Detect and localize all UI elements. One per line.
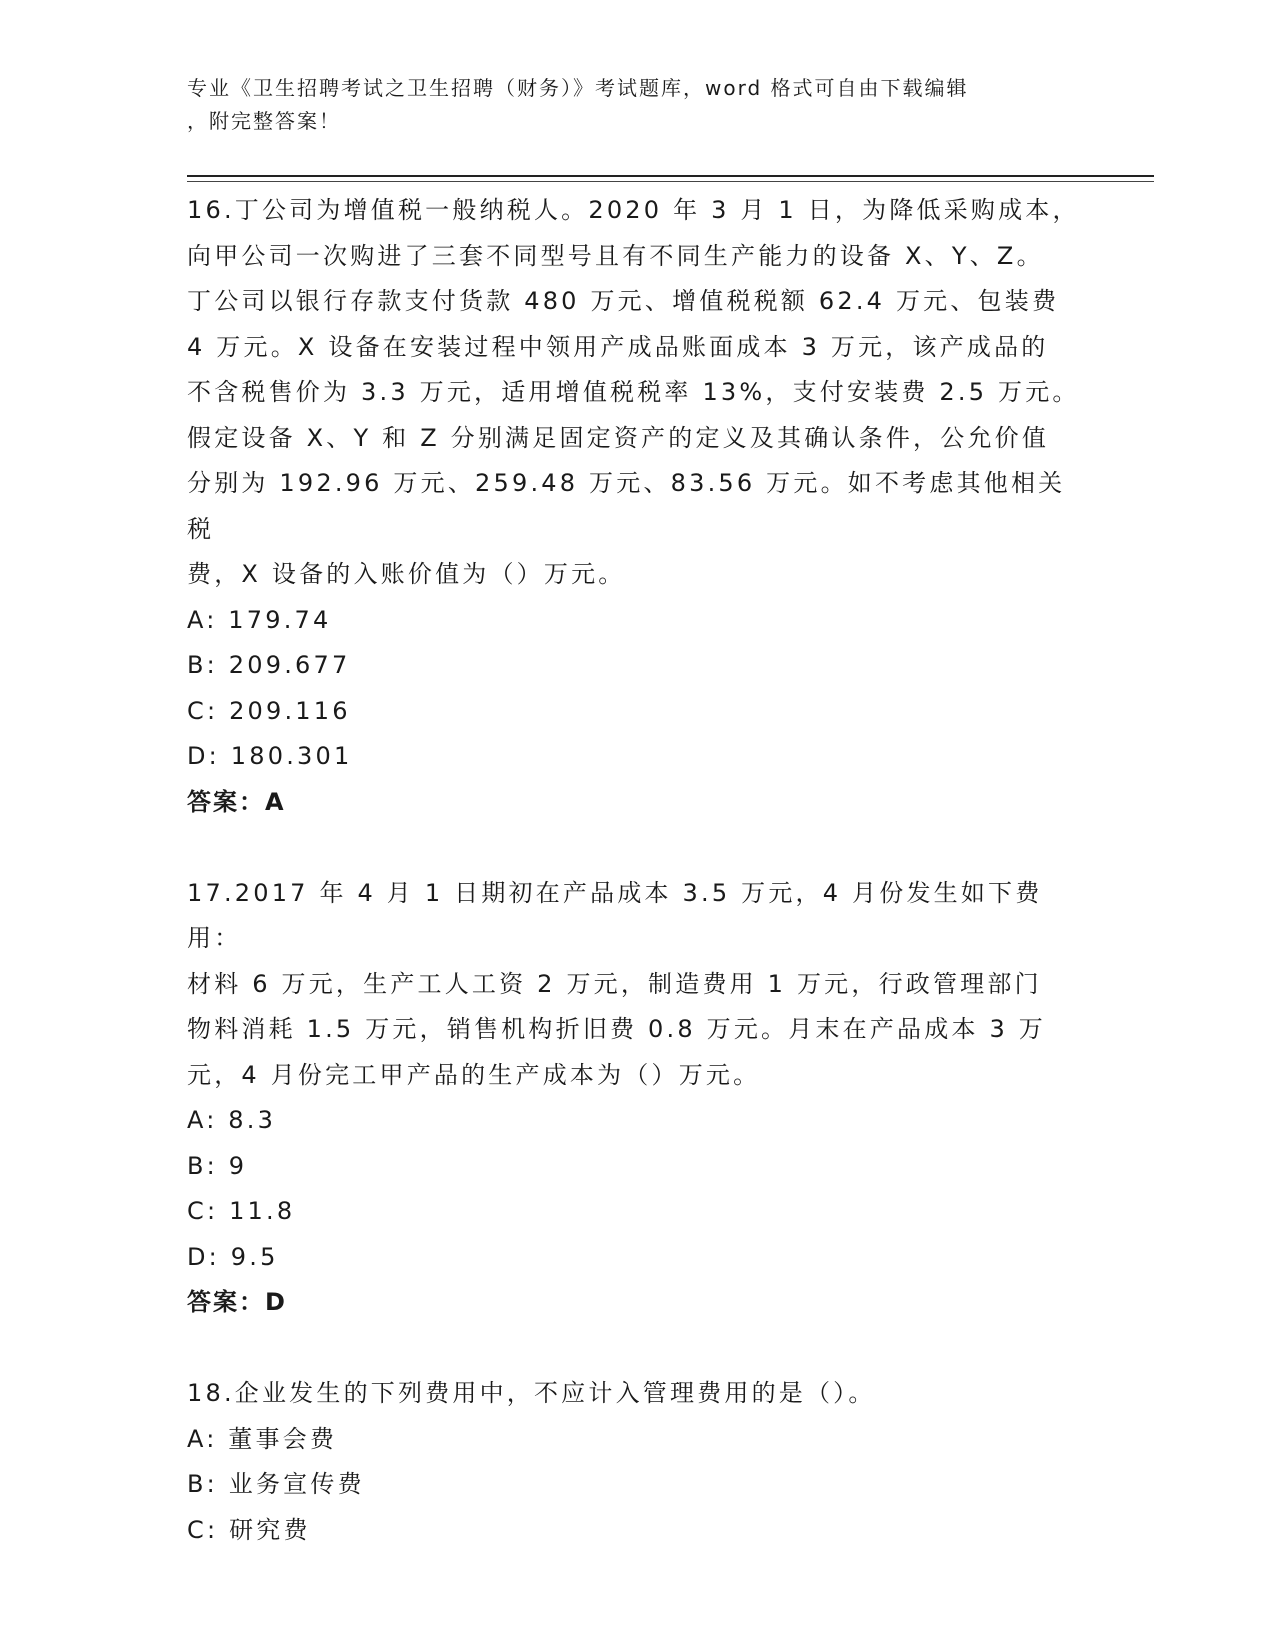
question-text-line: 16.丁公司为增值税一般纳税人。2020 年 3 月 1 日，为降低采购成本， <box>187 196 1080 224</box>
header-divider-thick <box>187 175 1154 177</box>
option-a: A: 董事会费 <box>187 1424 338 1453</box>
option-c: C: 209.116 <box>187 696 351 725</box>
option-c: C: 研究费 <box>187 1515 311 1544</box>
question-text-line: 假定设备 X、Y 和 Z 分别满足固定资产的定义及其确认条件，公允价值 <box>187 423 1050 452</box>
header-line-1: 专业《卫生招聘考试之卫生招聘（财务）》考试题库，word 格式可自由下载编辑 <box>187 76 969 100</box>
option-b: B: 业务宣传费 <box>187 1470 365 1498</box>
header-divider-thin <box>187 181 1154 182</box>
question-text-line: 元，4 月份完工甲产品的生产成本为（）万元。 <box>187 1060 761 1089</box>
question-18 <box>187 1371 1087 1553</box>
question-text-line: 17.2017 年 4 月 1 日期初在产品成本 3.5 万元，4 月份发生如下费用： <box>187 878 1043 952</box>
question-list <box>187 188 1087 1553</box>
answer: 答案：D <box>187 1288 287 1316</box>
document-header <box>187 72 1087 138</box>
option-b: B: 209.677 <box>187 651 351 679</box>
question-text-line: 4 万元。X 设备在安装过程中领用产成品账面成本 3 万元，该产成品的 <box>187 332 1049 361</box>
question-spacer <box>187 825 1087 871</box>
header-line-2: ，附完整答案！ <box>187 109 341 133</box>
question-text-line: 费，X 设备的入账价值为（）万元。 <box>187 560 626 588</box>
question-text-line: 18.企业发生的下列费用中，不应计入管理费用的是（）。 <box>187 1379 876 1407</box>
question-18-text <box>187 1371 1087 1417</box>
option-d: D: 9.5 <box>187 1242 279 1271</box>
question-spacer <box>187 1326 1087 1372</box>
question-17-text <box>187 871 1087 1099</box>
option-a: A: 179.74 <box>187 605 332 634</box>
option-a: A: 8.3 <box>187 1106 277 1134</box>
question-text-line: 分别为 192.96 万元、259.48 万元、83.56 万元。如不考虑其他相关税 <box>187 469 1066 543</box>
question-17 <box>187 871 1087 1326</box>
option-c: C: 11.8 <box>187 1197 296 1225</box>
question-text-line: 材料 6 万元，生产工人工资 2 万元，制造费用 1 万元，行政管理部门 <box>187 969 1042 998</box>
question-text-line: 不含税售价为 3.3 万元，适用增值税税率 13%，支付安装费 2.5 万元。 <box>187 378 1080 406</box>
question-16 <box>187 188 1087 825</box>
answer: 答案：A <box>187 787 286 816</box>
question-16-text <box>187 188 1087 598</box>
question-text-line: 向甲公司一次购进了三套不同型号且有不同生产能力的设备 X、Y、Z。 <box>187 241 1044 270</box>
option-b: B: 9 <box>187 1151 248 1180</box>
question-text-line: 物料消耗 1.5 万元，销售机构折旧费 0.8 万元。月末在产品成本 3 万 <box>187 1015 1046 1043</box>
question-text-line: 丁公司以银行存款支付货款 480 万元、增值税税额 62.4 万元、包装费 <box>187 287 1060 315</box>
option-d: D: 180.301 <box>187 742 353 770</box>
